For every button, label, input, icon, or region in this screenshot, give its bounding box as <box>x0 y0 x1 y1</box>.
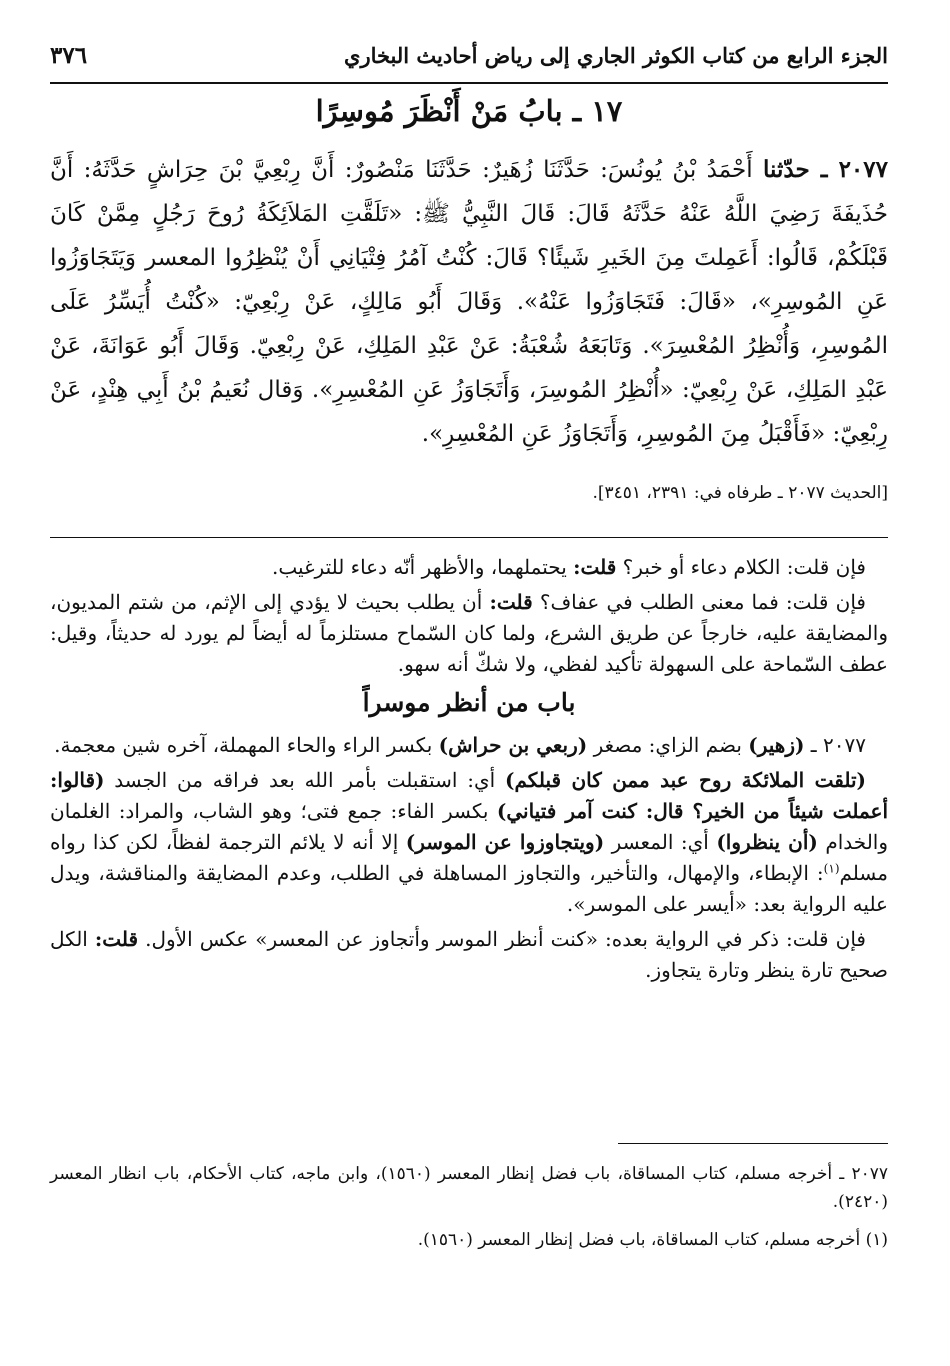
text-run: أن يطلب بحيث لا يؤدي إلى الإثم، من شتم المديون، والمضايقة عليه، خارجاً عن طريق الشرع، ولما كان السّماح مستلزماً له أيضاً لم يورد له حديثاً، وقيل: عطف السّماحة على السهولة تأكيد لفظي، ولا شكّ أنه سهو. <box>50 590 888 676</box>
section-divider <box>50 537 888 538</box>
text-run: بكسر الفاء: جمع فتى؛ وهو الشاب، والمراد: الغلمان والخدام <box>50 799 888 854</box>
text-run: فإن قلت: ذكر في الرواية بعده: «كنت أنظر الموسر وأتجاوز عن المعسر» عكس الأول. <box>138 927 866 951</box>
commentary-paragraph <box>50 552 888 583</box>
footnote-divider <box>618 1143 888 1144</box>
hadith-reference: [الحديث ٢٠٧٧ ـ طرفاه في: ٢٣٩١، ٣٤٥١]. <box>592 483 888 503</box>
hadith-text <box>50 148 888 456</box>
text-run: يحتملهما، والأظهر أنّه دعاء للترغيب. <box>272 555 574 579</box>
qult-label: قلت: <box>94 927 139 951</box>
text-run: فإن قلت: الكلام دعاء أو خبر؟ <box>616 555 866 579</box>
text-run: : الإبطاء، والإمهال، والتأخير، والتجاوز المساهلة في الطلب، وعدم المضايقة والمناقشة، ويدل عليه الرواية بعد: «أيسر على الموسر». <box>50 861 888 916</box>
hadith-body: أَحْمَدُ بْنُ يُونُسَ: حَدَّثَنَا زُهَيرٌ: حَدَّثَنَا مَنْصُورٌ: أَنَّ رِبْعِيَّ بْنَ حِرَاشٍ حَدَّثَهُ: أَنَّ حُذَيفَةَ رَضِيَ اللَّهُ عَنْهُ حَدَّثَهُ قَالَ: قَالَ النَّبِيُّ ﷺ: «تَلَقَّتِ المَلاَئِكَةُ رُوحَ رَجُلٍ مِمَّنْ كَانَ قَبْلَكُمْ، قَالُوا: أَعَمِلتَ مِنَ الخَيرِ شَيئًا؟ قَالَ: كُنْتُ آمُرُ فِتْيَانِي أَنْ يُنْظِرُوا المعسر وَيَتَجَاوَزُوا عَنِ المُوسِرِ»، «قَالَ: فَتَجَاوَزُوا عَنْهُ». وَقَالَ أَبُو مَالِكٍ، عَنْ رِبْعِيّ: «كُنْتُ أُيَسِّرُ عَلَى المُوسِرِ، وَأُنْظِرُ المُعْسِرَ». وَتَابَعَهُ شُعْبَةُ: عَنْ عَبْدِ المَلِكِ، عَنْ رِبْعِيّ. وَقَالَ أَبُو عَوَانَةَ، عَنْ عَبْدِ المَلِكِ، عَنْ رِبْعِيّ: «أُنْظِرُ المُوسِرَ، وَأَتَجَاوَزُ عَنِ المُعْسِرِ». وَقال نُعَيمُ بْنُ أَبِي هِنْدٍ، عَنْ رِبْعِيّ: «فَأَقْبَلُ مِنَ المُوسِرِ، وَأَتَجَاوَزُ عَنِ المُعْسِرِ». <box>50 157 888 447</box>
commentary-paragraph <box>50 730 888 761</box>
bold-term: (ويتجاوزوا عن الموسر) <box>405 830 605 854</box>
page-header <box>50 32 888 84</box>
page-number: ٣٧٦ <box>50 41 88 69</box>
footnotes <box>50 1160 888 1264</box>
text-run: ٢٠٧٧ ـ <box>804 733 866 757</box>
bold-term: (أن ينظروا) <box>716 830 818 854</box>
footnote: (١) أخرجه مسلم، كتاب المساقاة، باب فضل إنظار المعسر (١٥٦٠). <box>417 1230 888 1250</box>
qult-label: قلت: <box>489 590 533 614</box>
commentary <box>50 552 888 990</box>
text-run: أي: استقبلت بأمر الله بعد فراقه من الجسد <box>104 768 505 792</box>
bold-term: (قالوا: أعملت شيئاً من الخير؟ قال: كنت آمر فتياني) <box>50 768 888 823</box>
bold-term: (زهير) <box>748 733 805 757</box>
text-run: إلا أنه لا يلائم الترجمة لفظاً، لكن كذا رواه مسلم <box>50 830 888 885</box>
qult-label: قلت: <box>573 555 617 579</box>
commentary-paragraph <box>50 765 888 920</box>
bold-term: (تلقت الملائكة روح عبد ممن كان قبلكم) <box>505 768 866 792</box>
bold-term: (ربعي بن حراش) <box>438 733 588 757</box>
commentary-paragraph <box>50 587 888 680</box>
hadith-lead: ٢٠٧٧ ـ حدّثنا <box>763 156 888 183</box>
footnote-marker: (١) <box>823 861 840 876</box>
section-heading: باب من أنظر موسراً <box>362 688 576 717</box>
running-title: الجزء الرابع من كتاب الكوثر الجاري إلى رياض أحاديث البخاري <box>344 42 888 68</box>
chapter-title: ١٧ ـ بابُ مَنْ أَنْظَرَ مُوسِرًا <box>315 94 623 128</box>
text-run: بكسر الراء والحاء المهملة، آخره شين معجمة. <box>54 733 439 757</box>
text-run: فإن قلت: فما معنى الطلب في عفاف؟ <box>532 590 866 614</box>
footnote: ٢٠٧٧ ـ أخرجه مسلم، كتاب المساقاة، باب فضل إنظار المعسر (١٥٦٠)، وابن ماجه، كتاب الأحكام، باب انظار المعسر (٢٤٢٠). <box>50 1164 888 1212</box>
commentary-paragraph <box>50 924 888 986</box>
text-run: الكل صحيح تارة ينظر وتارة يتجاوز. <box>50 927 888 982</box>
text-run: أي: المعسر <box>604 830 717 854</box>
hadith-paragraph <box>50 148 888 456</box>
text-run: بضم الزاي: مصغر <box>587 733 749 757</box>
